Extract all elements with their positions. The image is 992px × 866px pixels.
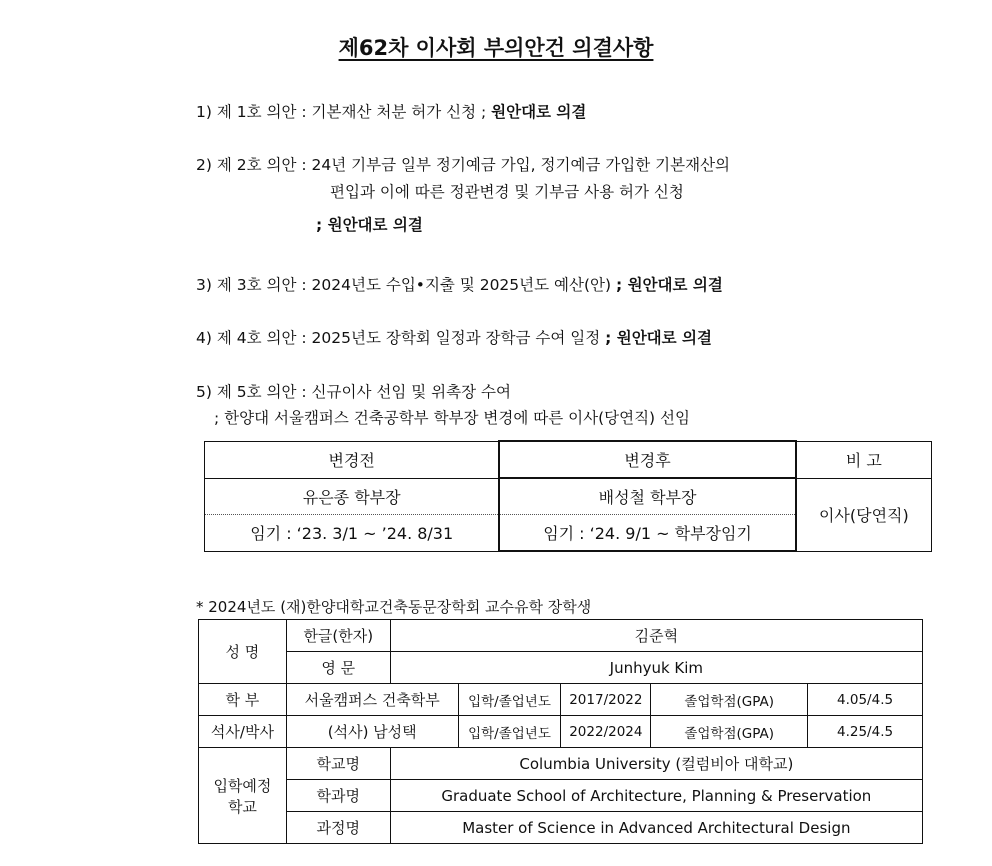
name-label: 성 명	[199, 620, 287, 684]
korean-label: 한글(한자)	[286, 620, 390, 652]
scholar-title: * 2024년도 (재)한양대학교건축동문장학회 교수유학 장학생	[196, 598, 592, 616]
page-title: 제62차 이사회 부의안건 의결사항	[338, 36, 654, 60]
undergrad-value: 서울캠퍼스 건축학부	[286, 684, 458, 716]
header-after: 변경후	[499, 441, 795, 478]
dept-label: 학과명	[286, 780, 390, 812]
master-value: (석사) 남성택	[286, 716, 458, 748]
course-label: 과정명	[286, 812, 390, 844]
change-table	[204, 440, 932, 552]
master-label: 석사/박사	[199, 716, 287, 748]
note-cell: 이사(당연직)	[796, 478, 932, 551]
master-year-label: 입학/졸업년도	[458, 716, 561, 748]
scholar-table	[198, 619, 923, 844]
before-term: 임기 : ‘23. 3/1 ~ ’24. 8/31	[205, 515, 500, 552]
undergrad-gpa-label: 졸업학점(GPA)	[651, 684, 808, 716]
english-label: 영 문	[286, 652, 390, 684]
item-5-line2: ; 한양대 서울캠퍼스 건축공학부 학부장 변경에 따른 이사(당연직) 선임	[214, 409, 690, 427]
before-name: 유은종 학부장	[205, 478, 500, 515]
header-note: 비 고	[796, 441, 932, 478]
dept-value: Graduate School of Architecture, Planning & Preservation	[390, 780, 922, 812]
item-2-line2: 편입과 이에 따른 정관변경 및 기부금 사용 허가 신청	[330, 183, 684, 201]
item-2: 2) 제 2호 의안 : 24년 기부금 일부 정기예금 가입, 정기예금 가입한 기본재산의	[196, 156, 731, 174]
course-value: Master of Science in Advanced Architectural Design	[390, 812, 922, 844]
after-name: 배성철 학부장	[499, 478, 795, 515]
after-term: 임기 : ‘24. 9/1 ~ 학부장임기	[499, 515, 795, 552]
item-1: 1) 제 1호 의안 : 기본재산 처분 허가 신청 ; 원안대로 의결	[196, 103, 587, 121]
school-label: 입학예정 학교	[199, 748, 287, 844]
undergrad-year-label: 입학/졸업년도	[458, 684, 561, 716]
item-5: 5) 제 5호 의안 : 신규이사 선임 및 위촉장 수여	[196, 383, 511, 401]
item-2-result: ; 원안대로 의결	[316, 216, 423, 234]
undergrad-gpa: 4.05/4.5	[808, 684, 923, 716]
korean-value: 김준혁	[390, 620, 922, 652]
header-before: 변경전	[205, 441, 500, 478]
undergrad-years: 2017/2022	[561, 684, 651, 716]
master-gpa: 4.25/4.5	[808, 716, 923, 748]
master-gpa-label: 졸업학점(GPA)	[651, 716, 808, 748]
english-value: Junhyuk Kim	[390, 652, 922, 684]
school-name-label: 학교명	[286, 748, 390, 780]
item-3: 3) 제 3호 의안 : 2024년도 수입•지출 및 2025년도 예산(안) ; 원안대로 의결	[196, 276, 723, 294]
undergrad-label: 학 부	[199, 684, 287, 716]
master-years: 2022/2024	[561, 716, 651, 748]
item-4: 4) 제 4호 의안 : 2025년도 장학회 일정과 장학금 수여 일정 ; 원안대로 의결	[196, 329, 712, 347]
school-name: Columbia University (컬럼비아 대학교)	[390, 748, 922, 780]
